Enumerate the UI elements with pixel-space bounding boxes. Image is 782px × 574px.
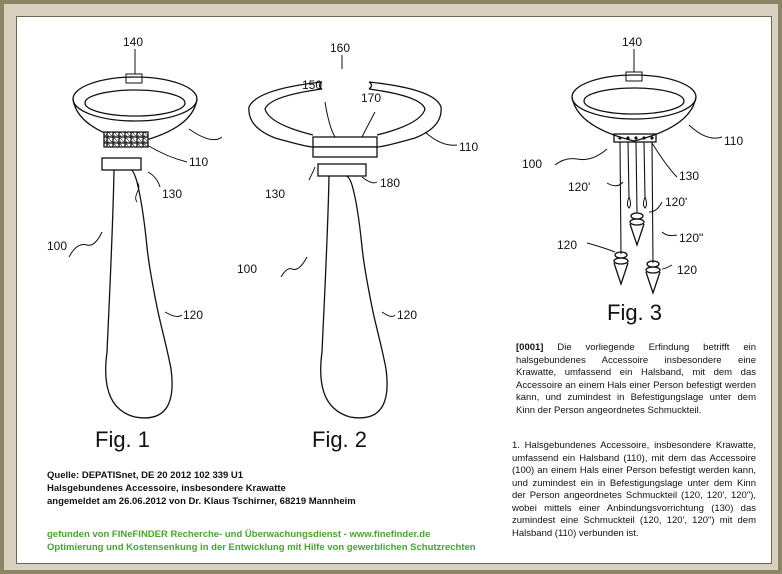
label-170: 170 bbox=[361, 91, 382, 105]
fig2-part-150 bbox=[313, 147, 377, 157]
label-160: 160 bbox=[330, 41, 351, 55]
label-100: 100 bbox=[47, 239, 68, 253]
source-line-3: angemeldet am 26.06.2012 von Dr. Klaus Tschirner, 68219 Mannheim bbox=[47, 496, 356, 507]
label-120-prime: 120' bbox=[568, 180, 591, 194]
label-120: 120 bbox=[677, 263, 698, 277]
claim-1: 1. Halsgebundenes Accessoire, insbesondere Krawatte, umfassend ein Halsband (110), mit dem das Accessoire (100) an einem Hals einer Person befestigt werden kann, und zumindest ein in Befestigungslage unter dem Kinn der Person angeordnetes Schmuckteil (120, 120', 120"), wobei mittels einer Anbindungsvorrichtung (130) das zumindest eine Schmuckteil (120, 120', 120") mit dem Halsband (110) verbunden ist. bbox=[512, 440, 756, 539]
paragraph-text: Die vorliegende Erfindung betrifft ein halsgebundenes Accessoire insbesondere eine Krawatte, umfassend ein Halsband, mit dem das Accessoire an einem Hals einer Person befestigt werden kann, und zumindest in Befestigungslage unter dem Kinn der Person angeordnetes Schmuckteil. bbox=[516, 342, 756, 416]
label-140: 140 bbox=[622, 35, 643, 49]
label-100: 100 bbox=[522, 157, 543, 171]
fig1-caption: Fig. 1 bbox=[95, 427, 151, 452]
label-120: 120 bbox=[397, 308, 418, 322]
source-line-2: Halsgebundenes Accessoire, insbesondere Krawatte bbox=[47, 483, 286, 494]
fig1-tie-body bbox=[106, 170, 172, 418]
fig1-part-140 bbox=[126, 74, 142, 83]
label-120-double-prime: 120" bbox=[679, 231, 704, 245]
label-120-prime: 120' bbox=[665, 195, 688, 209]
label-110: 110 bbox=[189, 155, 209, 169]
label-100: 100 bbox=[237, 262, 258, 276]
fig2-caption: Fig. 2 bbox=[312, 427, 368, 452]
fig1-tie-knot bbox=[102, 158, 141, 170]
paragraph-number: [0001] bbox=[516, 342, 544, 353]
label-120: 120 bbox=[183, 308, 204, 322]
fig2-drawing bbox=[249, 82, 441, 418]
fig2-part-170 bbox=[313, 137, 377, 147]
fig2-tie-body bbox=[321, 176, 387, 418]
label-150: 150 bbox=[302, 78, 323, 92]
fig3-part-140 bbox=[626, 72, 642, 81]
fig3-neckband bbox=[572, 75, 696, 141]
label-130: 130 bbox=[162, 187, 183, 201]
description-paragraph bbox=[516, 342, 756, 417]
footer-line-1: gefunden von FINeFINDER Recherche- und Überwachungsdienst - www.finefinder.de bbox=[47, 529, 431, 540]
label-120: 120 bbox=[557, 238, 578, 252]
label-130: 130 bbox=[265, 187, 286, 201]
source-line-1: Quelle: DEPATISnet, DE 20 2012 102 339 U1 bbox=[47, 470, 244, 481]
label-110: 110 bbox=[459, 140, 479, 154]
fig3-drawing bbox=[572, 72, 696, 293]
fig2-tie-knot bbox=[318, 164, 366, 176]
footer-line-2: Optimierung und Kostensenkung in der Entwicklung mit Hilfe von gewerblichen Schutzrechten bbox=[47, 542, 476, 553]
label-110: 110 bbox=[724, 134, 744, 148]
label-140: 140 bbox=[123, 35, 144, 49]
fig1-drawing bbox=[73, 74, 197, 418]
fig3-caption: Fig. 3 bbox=[607, 300, 663, 325]
label-180: 180 bbox=[380, 176, 401, 190]
patent-sheet bbox=[16, 16, 772, 564]
label-130: 130 bbox=[679, 169, 700, 183]
fig1-connector-130 bbox=[104, 132, 148, 147]
